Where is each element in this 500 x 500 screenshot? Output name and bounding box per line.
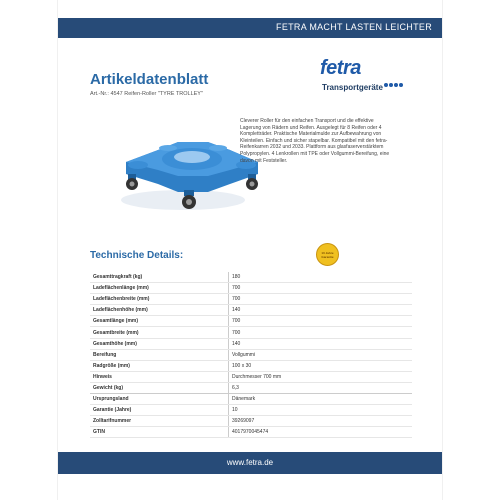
spec-row — [90, 371, 412, 382]
product-description: Cleverer Roller für den einfachen Transport und die effektive Lagerung von Rädern und Reifen. Ausgelegt für 8 Reifen oder 4 Kompletträder. Praktische Materialmulde zur Aufbewahrung von Kleinteilen. Einfach und sicher stapelbar. Kompatibel mit den fetra-Reifenkarren 2032 und 2033. Plattform aus glasfaserverstärktem Polypropylen. 4 Lenkrollen mit TPE oder Vollgummi-Bereifung, eine davon mit Feststeller. — [240, 118, 390, 164]
spec-value: 700 — [229, 283, 413, 294]
logo-tagline: Transportgeräte — [322, 83, 383, 92]
spec-label: Ladeflächenhöhe (mm) — [90, 305, 229, 316]
spec-label: Gewicht (kg) — [90, 382, 229, 393]
spec-label: Zolltarifnummer — [90, 416, 229, 427]
spec-row — [90, 416, 412, 427]
spec-value: 700 — [229, 327, 413, 338]
spec-value: 140 — [229, 305, 413, 316]
spec-value: 4017970045474 — [229, 427, 413, 438]
spec-value: 10 — [229, 405, 413, 416]
spec-value: 180 — [229, 272, 413, 283]
spec-row — [90, 405, 412, 416]
spec-label: Gesamtlänge (mm) — [90, 316, 229, 327]
spec-row — [90, 316, 412, 327]
logo-dots-icon — [384, 74, 404, 92]
spec-label: GTIN — [90, 427, 229, 438]
spec-value: 100 x 30 — [229, 360, 413, 371]
spec-row — [90, 294, 412, 305]
spec-label: Radgröße (mm) — [90, 360, 229, 371]
spec-value: 39269097 — [229, 416, 413, 427]
spec-label: Gesamthöhe (mm) — [90, 338, 229, 349]
spec-label: Ursprungsland — [90, 394, 229, 405]
article-subtitle: Art.-Nr.: 4547 Reifen-Roller "TYRE TROLLEY" — [90, 91, 203, 97]
spec-table — [90, 272, 412, 438]
spec-row — [90, 427, 412, 438]
spec-value: 140 — [229, 338, 413, 349]
page-title: Artikeldatenblatt — [90, 71, 209, 88]
spec-value: Vollgummi — [229, 349, 413, 360]
footer-url[interactable]: www.fetra.de — [226, 458, 274, 467]
spec-row — [90, 349, 412, 360]
spec-label: Bereifung — [90, 349, 229, 360]
spec-row — [90, 327, 412, 338]
spec-value: Durchmesser 700 mm — [229, 371, 413, 382]
logo-wordmark: fetra — [320, 57, 361, 79]
spec-value: 700 — [229, 294, 413, 305]
spec-row — [90, 382, 412, 393]
fetra-logo — [320, 57, 410, 97]
spec-label: Ladeflächenbreite (mm) — [90, 294, 229, 305]
spec-row — [90, 338, 412, 349]
spec-value: Dänemark — [229, 394, 413, 405]
spec-row — [90, 360, 412, 371]
spec-label: Ladeflächenlänge (mm) — [90, 283, 229, 294]
spec-row — [90, 283, 412, 294]
spec-row — [90, 272, 412, 283]
spec-label: Gesamttragkraft (kg) — [90, 272, 229, 283]
warranty-badge-icon — [316, 243, 339, 266]
spec-row — [90, 305, 412, 316]
warranty-badge-text: 10 Jahre Garantie — [321, 251, 334, 259]
spec-row — [90, 394, 412, 405]
spec-value: 6,3 — [229, 382, 413, 393]
footer-bar — [58, 452, 442, 474]
spec-label: Hinweis — [90, 371, 229, 382]
spec-value: 700 — [229, 316, 413, 327]
datasheet-page — [58, 0, 442, 500]
header-bar — [58, 18, 442, 38]
header-slogan: FETRA MACHT LASTEN LEICHTER — [276, 22, 432, 32]
spec-label: Garantie (Jahre) — [90, 405, 229, 416]
technical-details-heading: Technische Details: — [90, 250, 184, 261]
spec-label: Gesamtbreite (mm) — [90, 327, 229, 338]
